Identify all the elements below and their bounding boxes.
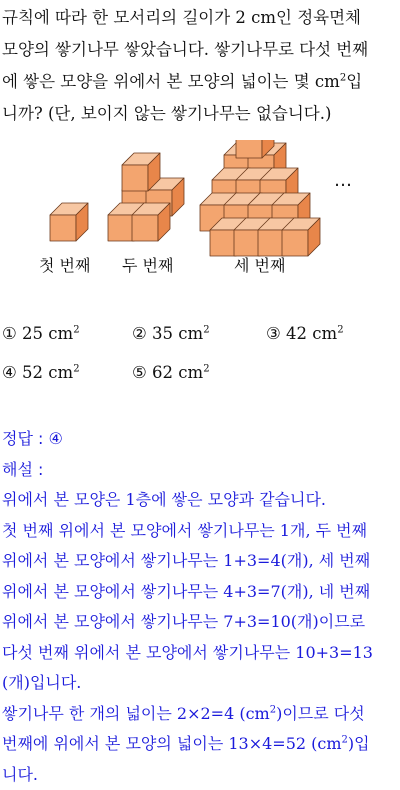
choice-number: ⑤ — [132, 363, 147, 382]
question-line-tail: 입 — [346, 72, 362, 91]
solution-line — [2, 729, 398, 760]
solution-line: 니다. — [2, 760, 398, 790]
choice-3[interactable] — [266, 318, 344, 350]
solution-line: 위에서 본 모양에서 쌓기나무는 4+3=7(개), 네 번째 — [2, 577, 398, 608]
solution-line: 첫 번째 위에서 본 모양에서 쌓기나무는 1개, 두 번째 — [2, 516, 398, 547]
cube — [50, 203, 88, 241]
choice-number: ④ — [2, 363, 17, 382]
question-text — [2, 2, 398, 130]
solution-heading: 해설 : — [2, 455, 398, 486]
choice-4[interactable] — [2, 357, 80, 389]
solution-text: 번째에 위에서 본 모양의 넓이는 13×4=52 (cm — [2, 734, 342, 753]
superscript: 2 — [342, 735, 348, 746]
answer-line: 정답 : ④ — [2, 424, 398, 455]
solution-line: (개)입니다. — [2, 668, 398, 699]
choice-value: 42 cm — [286, 324, 337, 343]
superscript: 2 — [203, 364, 209, 375]
superscript: 2 — [203, 325, 209, 336]
choice-5[interactable] — [132, 357, 210, 389]
choice-2[interactable] — [132, 318, 210, 350]
question-line: 니까? (단, 보이지 않는 쌓기나무는 없습니다.) — [2, 98, 398, 130]
solution — [2, 424, 398, 790]
solution-line: 위에서 본 모양은 1층에 쌓은 모양과 같습니다. — [2, 485, 398, 516]
question-line-text: 에 쌓은 모양을 위에서 본 모양의 넓이는 몇 cm — [2, 72, 340, 91]
superscript: 2 — [337, 325, 343, 336]
choice-value: 35 cm — [152, 324, 203, 343]
solution-text: )입 — [348, 734, 370, 753]
caption-third: 세 번째 — [234, 253, 285, 276]
superscript: 2 — [73, 364, 79, 375]
question-line: 모양의 쌓기나무 쌓았습니다. 쌓기나무로 다섯 번째 — [2, 34, 398, 66]
choice-value: 52 cm — [22, 363, 73, 382]
caption-first: 첫 번째 — [39, 253, 90, 276]
solution-text: )이므로 다섯 — [276, 704, 365, 723]
solution-line: 위에서 본 모양에서 쌓기나무는 7+3=10(개)이므로 — [2, 607, 398, 638]
superscript: 2 — [270, 704, 276, 715]
choice-1[interactable] — [2, 318, 80, 350]
solution-line: 위에서 본 모양에서 쌓기나무는 1+3=4(개), 세 번째 — [2, 546, 398, 577]
solution-line — [2, 699, 398, 730]
choice-number: ② — [132, 324, 147, 343]
question-line — [2, 66, 398, 98]
superscript: 2 — [340, 73, 346, 84]
caption-second: 두 번째 — [122, 253, 173, 276]
block-figure — [0, 140, 400, 285]
choice-number: ① — [2, 324, 17, 343]
choice-number: ③ — [266, 324, 281, 343]
solution-line: 다섯 번째 위에서 본 모양에서 쌓기나무는 10+3=13 — [2, 638, 398, 669]
ellipsis: … — [334, 170, 352, 191]
question-line: 규칙에 따라 한 모서리의 길이가 2 cm인 정육면체 — [2, 2, 398, 34]
choice-value: 62 cm — [152, 363, 203, 382]
solution-text: 쌓기나무 한 개의 넓이는 2×2=4 (cm — [2, 704, 270, 723]
choice-value: 25 cm — [22, 324, 73, 343]
superscript: 2 — [73, 325, 79, 336]
